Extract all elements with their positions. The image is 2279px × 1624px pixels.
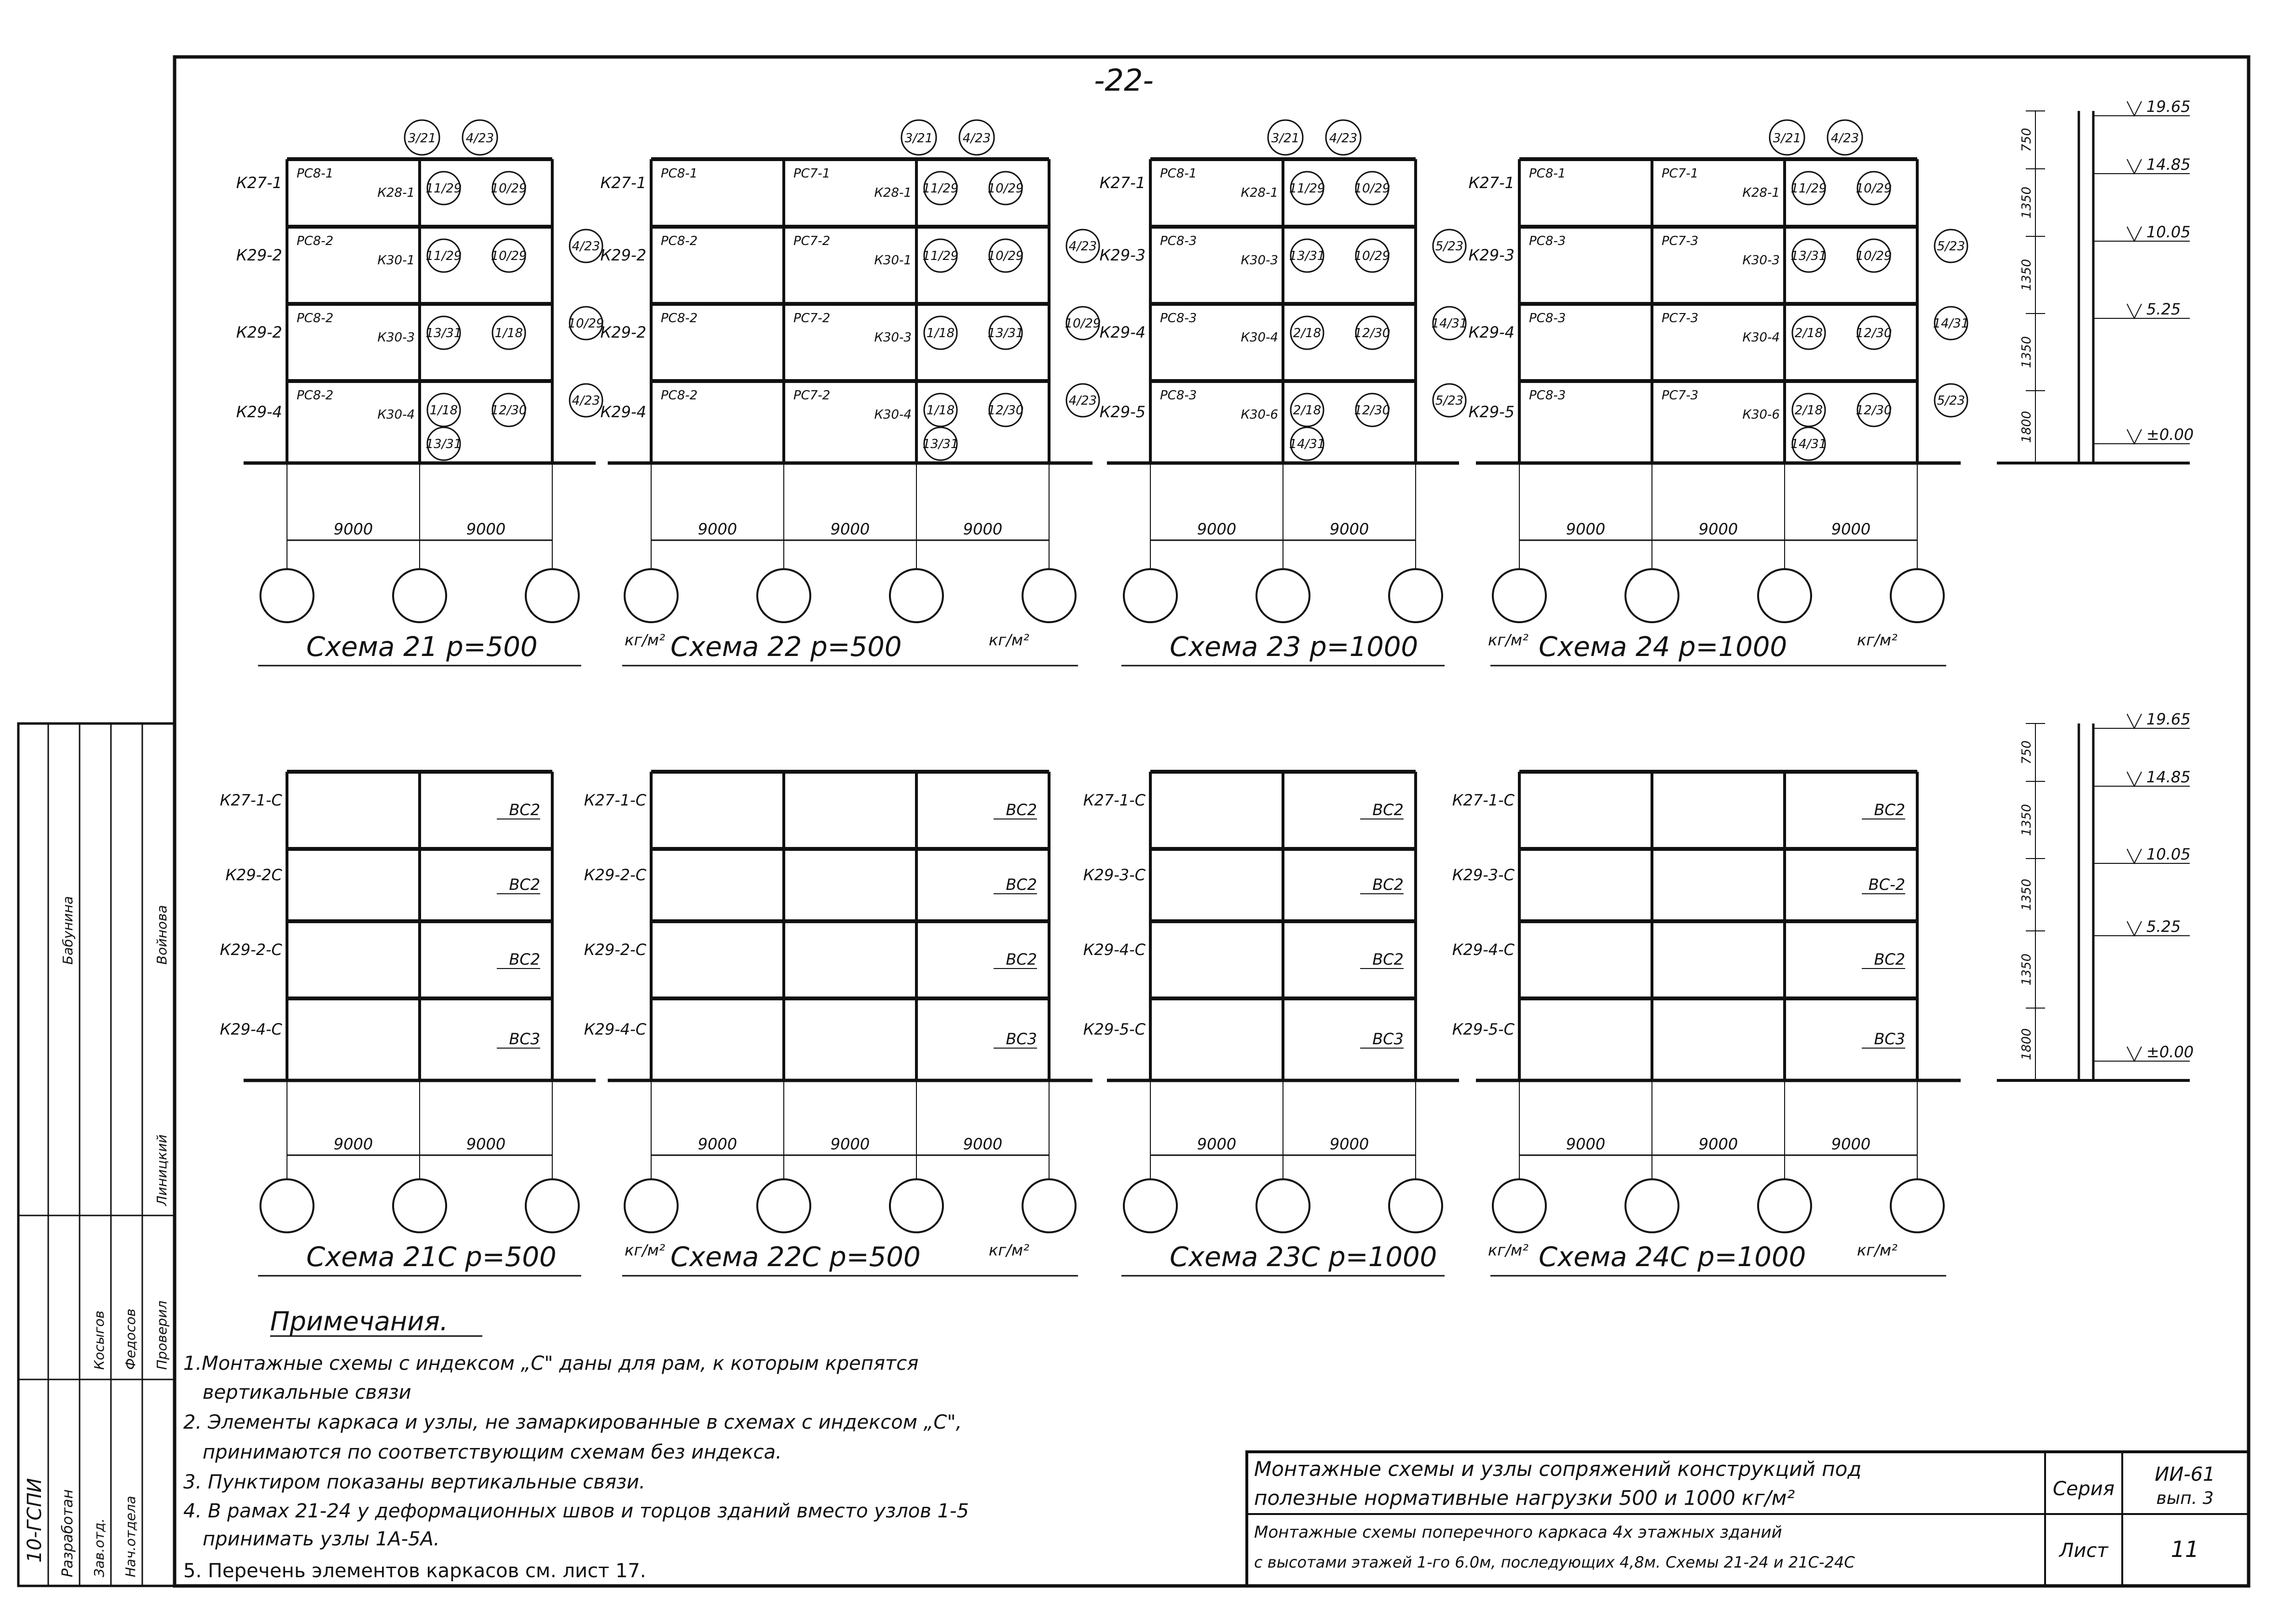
upper-beam-mark: РС8-2 <box>297 388 334 403</box>
upper-elevation-height: 1800 <box>2020 410 2034 443</box>
lower-scheme-title: Схема 23С p=1000 <box>1170 1242 1437 1273</box>
upper-node-label: 12/30 <box>491 403 527 418</box>
upper-span-dimension: 9000 <box>1329 520 1369 538</box>
lower-scheme-unit: кг/м² <box>1488 1241 1528 1259</box>
upper-node-label: 5/23 <box>1937 394 1965 408</box>
upper-node-label: 10/29 <box>1064 316 1101 331</box>
upper-node-label: 10/29 <box>1354 181 1391 196</box>
upper-node-label: 10/29 <box>1856 249 1892 263</box>
upper-inner-column-mark: К30-6 <box>1742 408 1780 422</box>
lower-elevation-height: 1350 <box>2020 804 2034 836</box>
lower-brace-mark: ВС2 <box>509 950 540 969</box>
lower-elevation-height: 1350 <box>2020 953 2034 986</box>
upper-node-label: 1/18 <box>926 326 955 341</box>
upper-node-label: 12/30 <box>987 403 1024 418</box>
upper-axis-bubble <box>890 569 943 622</box>
lower-column-mark: К27-1-С <box>584 791 646 809</box>
upper-column-mark: К29-4 <box>236 403 282 421</box>
lower-axis-bubble <box>1124 1179 1177 1232</box>
upper-beam-mark: РС7-1 <box>1662 166 1699 181</box>
lower-elevation-diagram <box>1997 710 2194 1080</box>
lower-column-mark: К29-3-С <box>1452 866 1515 884</box>
lower-brace-mark: ВС-2 <box>1868 875 1905 894</box>
upper-node-label: 13/31 <box>1289 249 1325 263</box>
upper-node-label: 2/18 <box>1794 403 1823 418</box>
lower-column-mark: К29-2-С <box>584 866 646 884</box>
upper-beam-mark: РС8-2 <box>297 234 334 248</box>
upper-node-label: 1/18 <box>926 403 955 418</box>
title-description-3: Монтажные схемы поперечного каркаса 4х этажных зданий <box>1254 1523 1782 1542</box>
upper-node-label: 5/23 <box>1937 239 1965 254</box>
lower-axis-bubble <box>1023 1179 1076 1232</box>
title-description-4: с высотами этажей 1-го 6.0м, последующих 4,8м. Схемы 21-24 и 21С-24С <box>1254 1553 1855 1571</box>
lower-elevation-mark: ±0.00 <box>2146 1043 2194 1061</box>
lower-column-mark: К29-3-С <box>1083 866 1146 884</box>
upper-beam-mark: РС8-1 <box>661 166 698 181</box>
lower-axis-bubble <box>526 1179 579 1232</box>
lower-row-schemes <box>220 772 1961 1276</box>
upper-node-label: 14/31 <box>1933 316 1969 331</box>
upper-span-dimension: 9000 <box>1566 520 1606 538</box>
lower-brace-mark: ВС2 <box>1006 801 1037 819</box>
lower-brace-mark: ВС3 <box>1874 1030 1905 1048</box>
upper-scheme-unit: кг/м² <box>989 631 1029 649</box>
upper-beam-mark: РС7-3 <box>1662 234 1699 248</box>
note-line-3: 2. Элементы каркаса и узлы, не замаркированные в схемах с индексом „С", <box>183 1411 962 1433</box>
lower-axis-bubble <box>1493 1179 1546 1232</box>
upper-node-label: 3/21 <box>408 131 437 146</box>
upper-inner-column-mark: К30-4 <box>1241 330 1278 345</box>
upper-node-label: 1/18 <box>429 403 458 418</box>
lower-axis-bubble <box>393 1179 446 1232</box>
lower-scheme-title: Схема 22С p=500 <box>670 1242 921 1273</box>
upper-elevation <box>1997 97 2194 463</box>
lower-column-mark: К29-2-С <box>584 941 646 959</box>
upper-span-dimension: 9000 <box>466 520 506 538</box>
upper-inner-column-mark: К28-1 <box>1241 186 1278 200</box>
upper-elevation-mark: 10.05 <box>2146 223 2191 241</box>
upper-inner-column-mark: К30-3 <box>377 330 415 345</box>
lower-span-dimension: 9000 <box>1566 1135 1606 1153</box>
upper-node-label: 13/31 <box>987 326 1024 341</box>
upper-scheme-title: Схема 24 p=1000 <box>1539 631 1788 663</box>
stamp-row-0: Разработан <box>59 1489 76 1577</box>
lower-elevation-mark: 5.25 <box>2146 917 2181 936</box>
lower-axis-bubble <box>1891 1179 1944 1232</box>
lower-span-dimension: 9000 <box>830 1135 870 1153</box>
upper-column-mark: К27-1 <box>600 174 646 192</box>
upper-node-label: 4/23 <box>1068 239 1097 254</box>
upper-elevation-mark: ±0.00 <box>2146 425 2194 444</box>
lower-column-mark: К29-5-С <box>1452 1020 1515 1038</box>
lower-span-dimension: 9000 <box>333 1135 373 1153</box>
upper-scheme-3 <box>1100 120 1528 666</box>
lower-span-dimension: 9000 <box>1831 1135 1871 1153</box>
upper-node-label: 10/29 <box>1856 181 1892 196</box>
stamp-name-3: Бабунина <box>60 896 76 965</box>
lower-brace-mark: ВС2 <box>1372 801 1404 819</box>
lower-elevation <box>1997 710 2194 1080</box>
lower-brace-mark: ВС2 <box>1874 950 1905 969</box>
sheet-number: 11 <box>2170 1536 2199 1562</box>
lower-brace-mark: ВС3 <box>1372 1030 1404 1048</box>
lower-axis-bubble <box>1256 1179 1310 1232</box>
upper-node-label: 12/30 <box>1856 326 1892 341</box>
upper-scheme-unit: кг/м² <box>1488 631 1528 649</box>
stamp-row-3: Нач.отдела <box>123 1496 138 1577</box>
upper-axis-bubble <box>1124 569 1177 622</box>
title-block <box>1247 1452 2249 1586</box>
lower-column-mark: К29-4-С <box>1452 941 1515 959</box>
upper-axis-bubble <box>260 569 314 622</box>
upper-inner-column-mark: К30-1 <box>377 253 415 268</box>
lower-scheme-title: Схема 24С p=1000 <box>1539 1242 1806 1273</box>
upper-node-label: 4/23 <box>1830 131 1859 146</box>
upper-span-dimension: 9000 <box>1197 520 1237 538</box>
upper-beam-mark: РС7-2 <box>793 388 831 403</box>
upper-inner-column-mark: К28-1 <box>377 186 415 200</box>
lower-span-dimension: 9000 <box>466 1135 506 1153</box>
lower-axis-bubble <box>1758 1179 1811 1232</box>
upper-node-label: 13/31 <box>922 437 959 451</box>
upper-elevation-height: 1350 <box>2020 336 2034 368</box>
upper-axis-bubble <box>526 569 579 622</box>
lower-span-dimension: 9000 <box>1698 1135 1738 1153</box>
upper-node-label: 11/29 <box>1289 181 1325 196</box>
upper-column-mark: К29-4 <box>1468 323 1515 341</box>
upper-span-dimension: 9000 <box>1831 520 1871 538</box>
upper-node-label: 10/29 <box>987 249 1024 263</box>
upper-node-label: 4/23 <box>1068 394 1097 408</box>
series-value: ИИ-61 <box>2155 1463 2215 1486</box>
lower-brace-mark: ВС2 <box>1006 950 1037 969</box>
upper-node-label: 11/29 <box>425 181 462 196</box>
upper-elevation-height: 1350 <box>2020 186 2034 219</box>
stamp-dept: 10-ГСПИ <box>24 1478 46 1563</box>
upper-scheme-2 <box>600 120 1101 666</box>
note-line-4: принимаются по соответствующим схемам без индекса. <box>203 1441 782 1463</box>
lower-scheme-4 <box>1452 772 1961 1276</box>
upper-scheme-unit: кг/м² <box>1857 631 1897 649</box>
upper-axis-bubble <box>625 569 678 622</box>
upper-node-label: 3/21 <box>1773 131 1801 146</box>
stamp-name-2: Линицкий <box>154 1134 170 1206</box>
stamp-row-7: Проверил <box>154 1300 170 1370</box>
upper-axis-bubble <box>393 569 446 622</box>
upper-node-label: 4/23 <box>962 131 991 146</box>
notes-block <box>183 1306 969 1582</box>
upper-node-label: 11/29 <box>1790 181 1827 196</box>
lower-brace-mark: ВС2 <box>1874 801 1905 819</box>
upper-axis-bubble <box>1891 569 1944 622</box>
upper-column-mark: К29-4 <box>600 403 646 421</box>
upper-column-mark: К29-4 <box>1099 323 1146 341</box>
upper-scheme-unit: кг/м² <box>625 631 665 649</box>
upper-node-label: 14/31 <box>1431 316 1468 331</box>
upper-span-dimension: 9000 <box>1698 520 1738 538</box>
upper-beam-mark: РС8-1 <box>297 166 334 181</box>
upper-node-label: 1/18 <box>494 326 523 341</box>
upper-inner-column-mark: К28-1 <box>874 186 912 200</box>
side-stamp <box>18 723 175 1586</box>
upper-node-label: 13/31 <box>425 437 462 451</box>
upper-elevation-height: 750 <box>2020 128 2034 152</box>
lower-elevation-mark: 10.05 <box>2146 845 2191 863</box>
lower-elevation-height: 1800 <box>2020 1028 2034 1061</box>
series-issue: вып. 3 <box>2156 1488 2214 1508</box>
upper-elevation-height: 1350 <box>2020 259 2034 291</box>
upper-span-dimension: 9000 <box>697 520 737 538</box>
stamp-name-4: Войнова <box>154 905 170 965</box>
upper-inner-column-mark: К30-6 <box>1241 408 1278 422</box>
note-line-6: 4. В рамах 21-24 у деформационных швов и торцов зданий вместо узлов 1-5 <box>183 1500 969 1522</box>
upper-beam-mark: РС8-2 <box>661 234 698 248</box>
upper-node-label: 14/31 <box>1790 437 1827 451</box>
upper-span-dimension: 9000 <box>963 520 1003 538</box>
upper-node-label: 2/18 <box>1293 326 1322 341</box>
lower-scheme-unit: кг/м² <box>1857 1241 1897 1259</box>
upper-node-label: 13/31 <box>1790 249 1827 263</box>
upper-beam-mark: РС8-3 <box>1160 311 1197 326</box>
upper-node-label: 2/18 <box>1794 326 1823 341</box>
lower-scheme-unit: кг/м² <box>989 1241 1029 1259</box>
lower-span-dimension: 9000 <box>1329 1135 1369 1153</box>
lower-scheme-unit: кг/м² <box>625 1241 665 1259</box>
upper-beam-mark: РС8-1 <box>1160 166 1197 181</box>
upper-span-dimension: 9000 <box>830 520 870 538</box>
upper-node-label: 10/29 <box>987 181 1024 196</box>
upper-column-mark: К29-2 <box>236 323 282 341</box>
upper-column-mark: К29-3 <box>1468 246 1515 264</box>
upper-beam-mark: РС8-2 <box>661 311 698 326</box>
lower-axis-bubble <box>1389 1179 1442 1232</box>
page-number: -22- <box>1094 63 1154 98</box>
upper-inner-column-mark: К30-3 <box>874 330 912 345</box>
upper-elevation-diagram <box>1997 97 2194 463</box>
upper-column-mark: К29-2 <box>600 323 646 341</box>
upper-beam-mark: РС8-2 <box>661 388 698 403</box>
upper-column-mark: К27-1 <box>1099 174 1146 192</box>
upper-node-label: 13/31 <box>425 326 462 341</box>
upper-axis-bubble <box>1758 569 1811 622</box>
lower-brace-mark: ВС2 <box>1372 875 1404 894</box>
upper-scheme-title: Схема 21 p=500 <box>306 631 538 663</box>
upper-column-mark: К29-2 <box>600 246 646 264</box>
lower-brace-mark: ВС2 <box>509 801 540 819</box>
upper-column-mark: К27-1 <box>236 174 282 192</box>
series-label: Серия <box>2053 1478 2115 1500</box>
upper-beam-mark: РС7-2 <box>793 234 831 248</box>
upper-node-label: 4/23 <box>572 239 600 254</box>
upper-elevation-mark: 14.85 <box>2146 155 2191 174</box>
lower-column-mark: К29-4-С <box>584 1020 646 1038</box>
upper-node-label: 11/29 <box>922 249 959 263</box>
upper-column-mark: К29-5 <box>1468 403 1515 421</box>
upper-axis-bubble <box>1023 569 1076 622</box>
upper-elevation-mark: 5.25 <box>2146 300 2181 318</box>
upper-beam-mark: РС7-2 <box>793 311 831 326</box>
upper-node-label: 10/29 <box>1354 249 1391 263</box>
upper-axis-bubble <box>1256 569 1310 622</box>
upper-node-label: 4/23 <box>1329 131 1358 146</box>
upper-elevation-mark: 19.65 <box>2146 97 2191 116</box>
upper-node-label: 12/30 <box>1856 403 1892 418</box>
upper-scheme-4 <box>1469 120 1969 666</box>
upper-node-label: 4/23 <box>572 394 600 408</box>
lower-column-mark: К29-4-С <box>219 1020 282 1038</box>
note-line-8: 5. Перечень элементов каркасов см. лист 17. <box>183 1560 646 1582</box>
note-line-2: вертикальные связи <box>203 1381 411 1404</box>
upper-beam-mark: РС8-3 <box>1529 388 1566 403</box>
upper-column-mark: К29-5 <box>1099 403 1146 421</box>
note-line-7: принимать узлы 1А-5А. <box>203 1528 440 1550</box>
lower-axis-bubble <box>625 1179 678 1232</box>
upper-inner-column-mark: К30-3 <box>1742 253 1780 268</box>
upper-node-label: 10/29 <box>568 316 604 331</box>
note-line-5: 3. Пунктиром показаны вертикальные связи. <box>183 1471 645 1493</box>
upper-beam-mark: РС8-3 <box>1529 311 1566 326</box>
upper-inner-column-mark: К30-4 <box>377 408 415 422</box>
upper-beam-mark: РС8-3 <box>1160 234 1197 248</box>
stamp-name-0: Косыгов <box>91 1310 107 1370</box>
upper-span-dimension: 9000 <box>333 520 373 538</box>
lower-axis-bubble <box>1625 1179 1679 1232</box>
stamp-name-1: Федосов <box>123 1309 138 1370</box>
note-line-1: 1.Монтажные схемы с индексом „С" даны для рам, к которым крепятся <box>183 1352 919 1375</box>
upper-scheme-title: Схема 22 p=500 <box>670 631 902 663</box>
upper-node-label: 2/18 <box>1293 403 1322 418</box>
upper-inner-column-mark: К30-4 <box>1742 330 1780 345</box>
lower-elevation-mark: 19.65 <box>2146 710 2191 728</box>
lower-column-mark: К29-2С <box>225 866 282 884</box>
upper-node-label: 11/29 <box>922 181 959 196</box>
upper-beam-mark: РС7-3 <box>1662 311 1699 326</box>
upper-inner-column-mark: К28-1 <box>1742 186 1780 200</box>
title-description-1: Монтажные схемы и узлы сопряжений конструкций под <box>1254 1457 1862 1481</box>
upper-row-schemes <box>236 120 1969 666</box>
lower-column-mark: К27-1-С <box>1452 791 1515 809</box>
upper-node-label: 4/23 <box>465 131 494 146</box>
upper-column-mark: К27-1 <box>1468 174 1515 192</box>
lower-column-mark: К27-1-С <box>1083 791 1146 809</box>
lower-column-mark: К27-1-С <box>219 791 282 809</box>
lower-brace-mark: ВС3 <box>509 1030 540 1048</box>
upper-axis-bubble <box>1625 569 1679 622</box>
upper-node-label: 12/30 <box>1354 403 1391 418</box>
upper-node-label: 14/31 <box>1289 437 1325 451</box>
lower-span-dimension: 9000 <box>1197 1135 1237 1153</box>
upper-beam-mark: РС8-1 <box>1529 166 1566 181</box>
lower-column-mark: К29-2-С <box>219 941 282 959</box>
upper-node-label: 5/23 <box>1435 394 1464 408</box>
upper-node-label: 5/23 <box>1435 239 1464 254</box>
upper-inner-column-mark: К30-1 <box>874 253 912 268</box>
lower-column-mark: К29-5-С <box>1083 1020 1146 1038</box>
lower-elevation-height: 750 <box>2020 740 2034 764</box>
upper-node-label: 12/30 <box>1354 326 1391 341</box>
upper-beam-mark: РС8-2 <box>297 311 334 326</box>
lower-elevation-height: 1350 <box>2020 878 2034 911</box>
lower-elevation-mark: 14.85 <box>2146 768 2191 786</box>
lower-column-mark: К29-4-С <box>1083 941 1146 959</box>
upper-beam-mark: РС8-3 <box>1160 388 1197 403</box>
lower-span-dimension: 9000 <box>697 1135 737 1153</box>
upper-scheme-title: Схема 23 p=1000 <box>1170 631 1419 663</box>
lower-brace-mark: ВС2 <box>509 875 540 894</box>
lower-axis-bubble <box>890 1179 943 1232</box>
upper-node-label: 10/29 <box>491 249 527 263</box>
notes-heading: Примечания. <box>270 1306 448 1337</box>
title-description-2: полезные нормативные нагрузки 500 и 1000 кг/м² <box>1254 1486 1795 1510</box>
upper-axis-bubble <box>1493 569 1546 622</box>
upper-node-label: 11/29 <box>425 249 462 263</box>
upper-beam-mark: РС7-1 <box>793 166 831 181</box>
upper-inner-column-mark: К30-3 <box>1241 253 1278 268</box>
upper-axis-bubble <box>757 569 810 622</box>
lower-axis-bubble <box>260 1179 314 1232</box>
lower-scheme-title: Схема 21С p=500 <box>306 1242 557 1273</box>
upper-node-label: 3/21 <box>1271 131 1300 146</box>
upper-beam-mark: РС8-3 <box>1529 234 1566 248</box>
upper-node-label: 3/21 <box>904 131 933 146</box>
upper-column-mark: К29-3 <box>1099 246 1146 264</box>
lower-brace-mark: ВС2 <box>1006 875 1037 894</box>
lower-brace-mark: ВС3 <box>1006 1030 1037 1048</box>
lower-scheme-2 <box>584 772 1092 1276</box>
upper-node-label: 10/29 <box>491 181 527 196</box>
upper-beam-mark: РС7-3 <box>1662 388 1699 403</box>
upper-scheme-1 <box>236 120 665 666</box>
upper-inner-column-mark: К30-4 <box>874 408 912 422</box>
lower-axis-bubble <box>757 1179 810 1232</box>
upper-column-mark: К29-2 <box>236 246 282 264</box>
stamp-row-1: Зав.отд. <box>91 1518 107 1577</box>
lower-span-dimension: 9000 <box>963 1135 1003 1153</box>
sheet-label: Лист <box>2059 1540 2108 1562</box>
upper-axis-bubble <box>1389 569 1442 622</box>
lower-brace-mark: ВС2 <box>1372 950 1404 969</box>
